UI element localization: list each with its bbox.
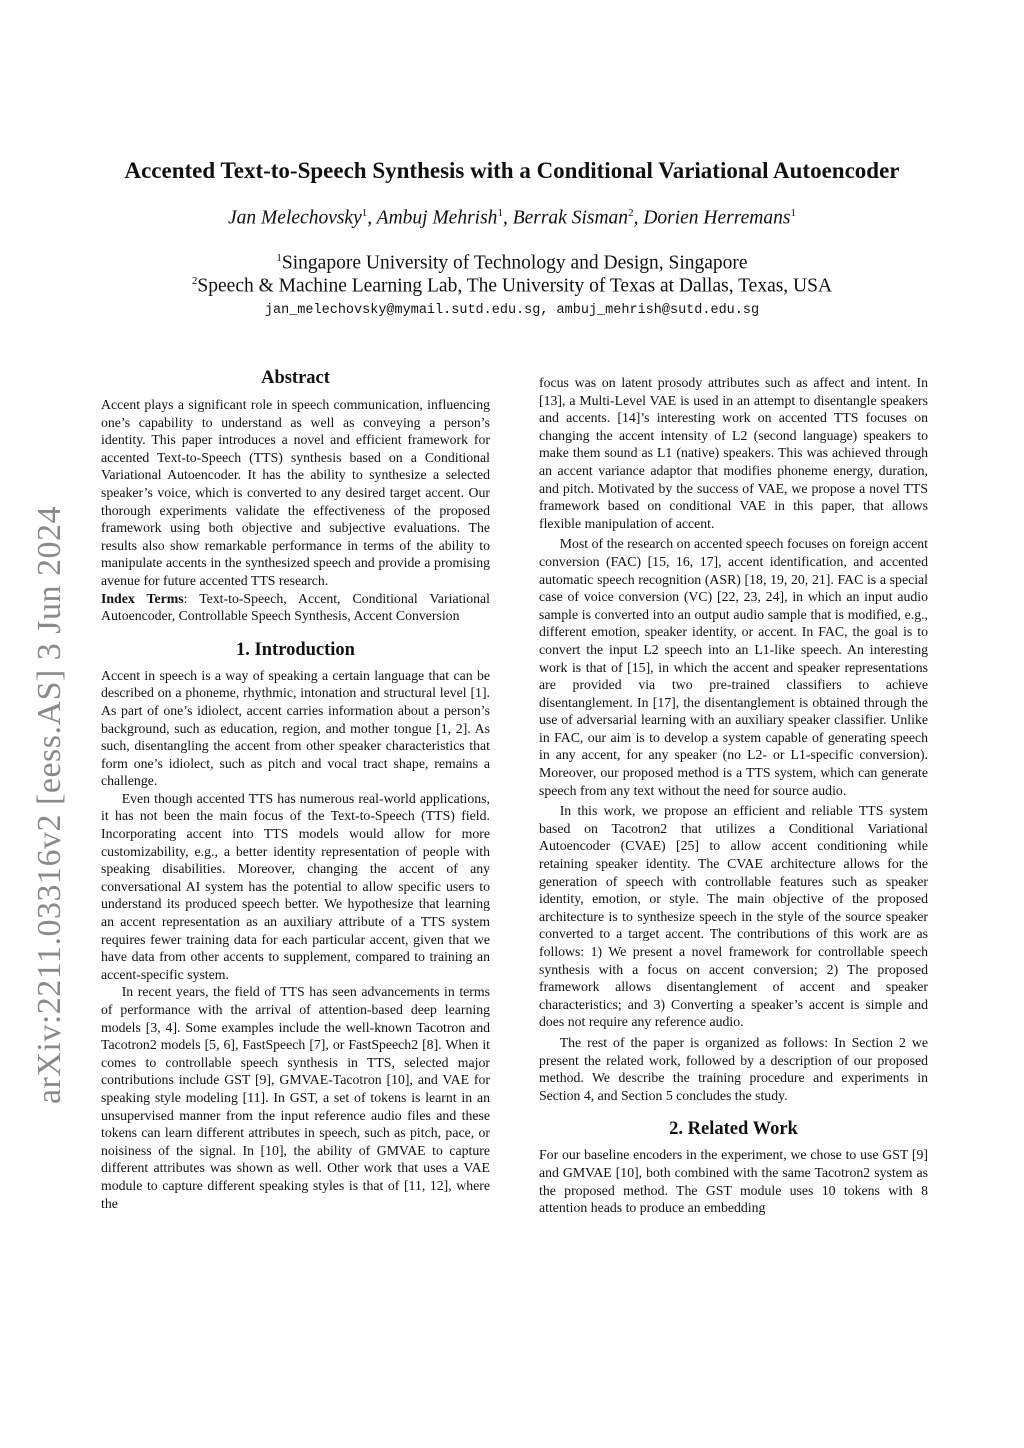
affiliation-text: Singapore University of Technology and Design, Singapore <box>281 252 748 274</box>
author-name: Ambuj Mehrish <box>376 207 498 229</box>
affiliation-text: Speech & Machine Learning Lab, The University of Texas at Dallas, Texas, USA <box>197 275 833 297</box>
author-name: Berrak Sisman <box>512 207 629 229</box>
author-name: Jan Melechovsky <box>228 207 362 229</box>
author-separator: , <box>633 207 644 229</box>
left-column <box>101 367 490 1212</box>
body-paragraph: The rest of the paper is organized as follows: In Section 2 we present the related work, followed by a description of our proposed method. We describe the training procedure and experiments in Section 4, and Section 5 concludes the study. <box>539 1034 928 1103</box>
body-paragraph: focus was on latent prosody attributes such as affect and intent. In [13], a Multi-Level VAE is used in an attempt to disentangle speakers and accents. [14]’s interesting work on accented TTS focuses on changing the accent intensity of L2 (second language) speakers to make them sound as L1 (native) speakers. This was achieved through an accent variance adaptor that modifies phoneme energy, duration, and pitch. Motivated by the success of VAE, we propose a novel TTS framework based on conditional VAE in this paper, that allows flexible manipulation of accent. <box>539 375 928 531</box>
body-paragraph: In recent years, the field of TTS has seen advancements in terms of performance with the arrival of attention-based deep learning models [3, 4]. Some examples include the well-known Tacotron and Tacotron2 models [5, 6], FastSpeech [7], or FastSpeech2 [8]. When it comes to controllable speech synthesis in TTS, selected major contributions include GST [9], GMVAE-Tacotron [10], and VAE for speaking style modeling [11]. In GST, a set of tokens is learnt in an unsupervised manner from the input reference audio files and these tokens can learn different attributes in speech, such as pitch, pace, or noisiness of the signal. In [10], the ability of GMVAE to capture different attributes was shown as well. Other work that uses a VAE module to capture different speaking styles is that of [11, 12], where the <box>101 984 490 1211</box>
arxiv-id-text: arXiv:2211.03316v2 [eess.AS] 3 Jun 2024 <box>31 505 68 1105</box>
index-terms-text: : Text-to-Speech, Accent, Conditional Variational Autoencoder, Controllable Speech Synthesis, Accent Conversion <box>101 590 491 624</box>
body-paragraph: In this work, we propose an efficient and reliable TTS system based on Tacotron2 that utilizes a Conditional Variational Autoencoder (CVAE) [25] to allow accent conditioning while retaining speaker identity. The CVAE architecture allows for the generation of speech with controllable features such as speaker identity, emotion, or style. The main objective of the proposed architecture is to synthesize speech in the style of the source speaker converted to a target accent. The contributions of this work are as follows: 1) We present a novel framework for controllable speech synthesis with a focus on accent conversion; 2) The proposed framework allows disentanglement of accent and speaker characteristics; and 3) Converting a speaker’s accent is simple and does not require any reference audio. <box>539 803 928 1030</box>
body-paragraph: Accent in speech is a way of speaking a certain language that can be described on a phoneme, rhythmic, intonation and structural level [1]. As part of one’s idiolect, accent carries information about a person’s background, such as education, region, and mother tongue [1, 2]. As such, disentangling the accent from other speaker characteristics that form one’s idiolect, such as pitch and vocal tract shape, remains a challenge. <box>101 667 490 789</box>
affiliation-number: 1 <box>276 252 282 264</box>
author-affiliation-mark: 2 <box>628 207 634 219</box>
abstract-text: Accent plays a significant role in speech communication, influencing one’s capability to understand as well as conveying a person’s identity. This paper introduces a novel and efficient framework for accented Text-to-Speech (TTS) synthesis based on a Conditional Variational Autoencoder. It has the ability to synthesize a selected speaker’s voice, which is converted to any desired target accent. Our thorough experiments validate the effectiveness of the proposed framework using both objective and subjective evaluations. The results also show remarkable performance in terms of the ability to manipulate accents in the synthesized speech and provide a promising avenue for future accented TTS research. <box>101 397 490 588</box>
affiliation-2 <box>0 275 1024 298</box>
abstract-heading: Abstract <box>261 368 330 388</box>
author-affiliation-mark: 1 <box>361 207 368 219</box>
index-terms <box>101 590 490 625</box>
affiliation-number: 2 <box>191 275 198 287</box>
author-emails: jan_melechovsky@mymail.sutd.edu.sg, ambuj_mehrish@sutd.edu.sg <box>264 303 760 318</box>
body-paragraph: Even though accented TTS has numerous real-world applications, it has not been the main focus of the Text-to-Speech (TTS) field. Incorporating accent into TTS models would allow for more customizability, e.g., a better identity representation of people with speaking disabilities. Moreover, changing the accent of any conversational AI system has the potential to allow specific users to understand its produced speech better. We hypothesize that learning an accent representation as an auxiliary attribute of a TTS system requires fewer training data for each particular accent, given that we have data from other accents to supplement, compared to training an accent-specific system. <box>101 790 490 982</box>
paper-title: Accented Text-to-Speech Synthesis with a Conditional Variational Autoencoder <box>124 158 900 183</box>
arxiv-sidebar-stamp <box>30 455 70 1155</box>
author-name: Dorien Herremans <box>643 207 791 229</box>
author-affiliation-mark: 1 <box>790 207 796 219</box>
author-affiliation-mark: 1 <box>497 207 503 219</box>
affiliation-1 <box>0 252 1024 275</box>
introduction-heading: 1. Introduction <box>236 639 355 660</box>
index-terms-label: Index Terms <box>101 590 184 606</box>
related-work-heading: 2. Related Work <box>669 1119 798 1140</box>
body-paragraph: Most of the research on accented speech focuses on foreign accent conversion (FAC) [15, 16, 17], accent identification, and accented automatic speech recognition (ASR) [18, 19, 20, 21]. FAC is a special case of voice conversion (VC) [22, 23, 24], in which an input audio sample is converted into an output audio sample that is modified, e.g., different emotion, speaker identity, or accent. In FAC, the goal is to convert the input L2 speech into an L1-like speech. An interesting work is that of [15], in which the accent and speaker representations are provided via two pre-trained classifiers to achieve disentanglement. In [17], the disentanglement is obtained through the use of adversarial learning with an auxiliary speaker classifier. Unlike in FAC, our aim is to develop a system capable of generating speech in any accent, for any speaker (no L2- or L1-specific conversion). Moreover, our proposed method is a TTS system, which can generate speech from any text without the need for source audio. <box>539 536 928 798</box>
author-separator: , <box>502 207 513 229</box>
right-column <box>539 374 928 1217</box>
body-paragraph: For our baseline encoders in the experiment, we chose to use GST [9] and GMVAE [10], both combined with the same Tacotron2 system as the proposed method. The GST module uses 10 tokens with 8 attention heads to produce an embedding <box>539 1147 928 1216</box>
author-list <box>0 207 1024 230</box>
author-separator: , <box>367 207 377 229</box>
